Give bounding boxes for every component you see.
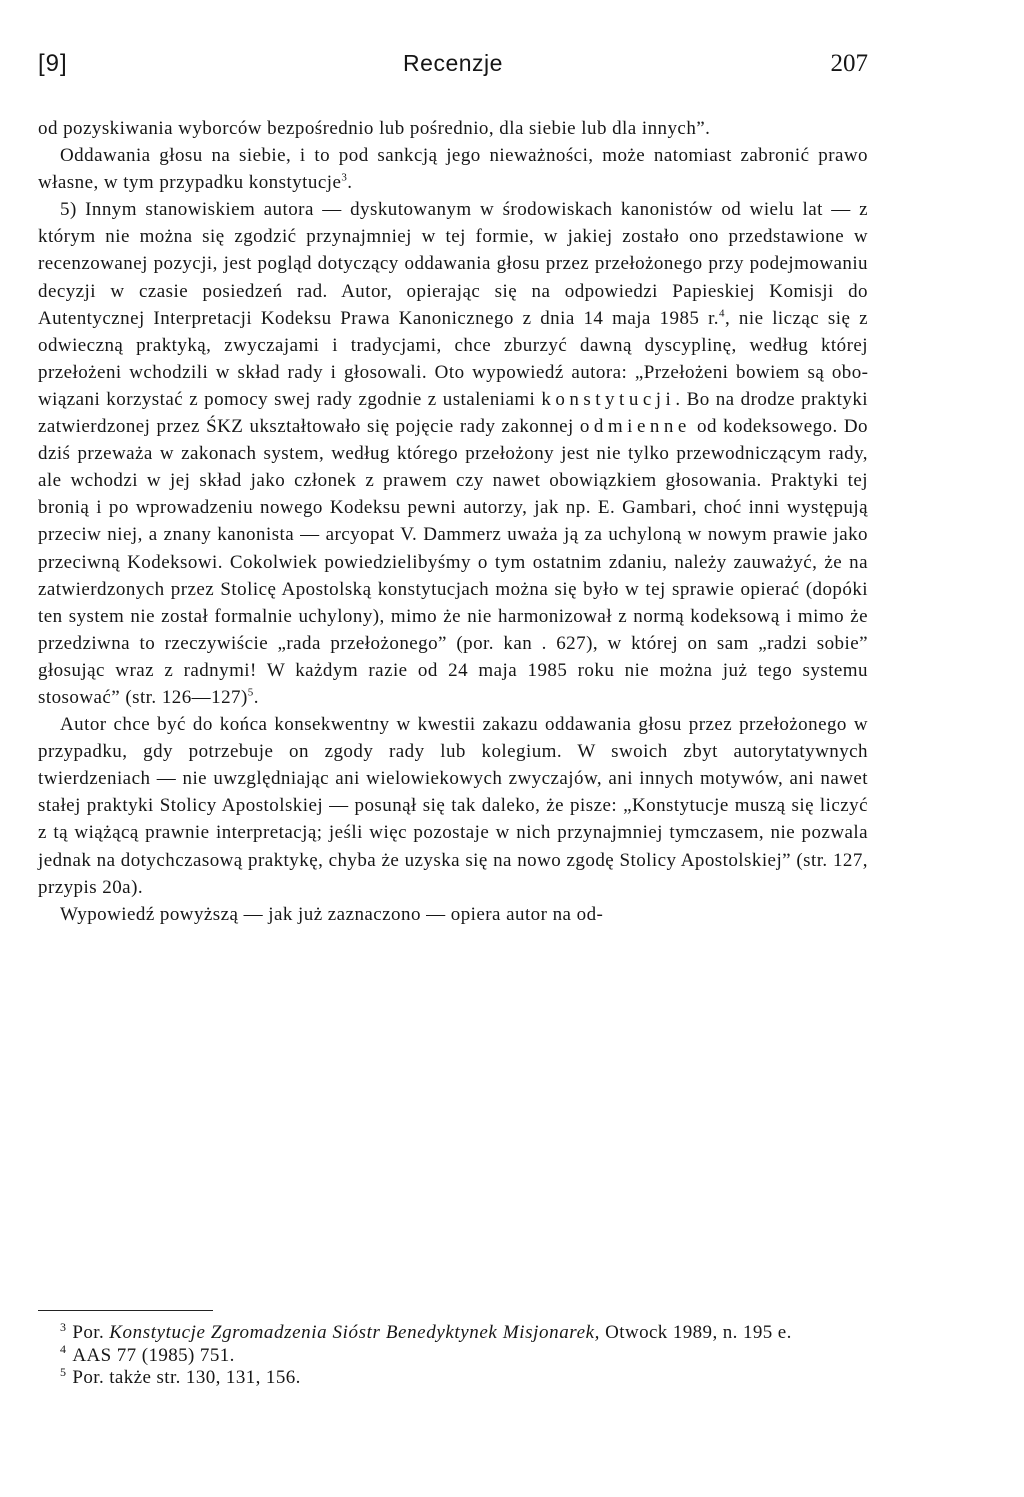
paragraph-3-part-c: . Bo na drodze praktyki zatwierdzonej przez ŚKZ ukształtowało się pojęcie rady zakonnej	[38, 388, 869, 438]
paragraph-5: Wypowiedź powyższą — jak już zaznaczono — opiera autor na od-	[60, 903, 604, 925]
footnote-number: 5	[60, 1364, 67, 1379]
running-title: Recenzje	[403, 50, 503, 76]
footnote-4	[38, 1342, 868, 1368]
emphasis-odmienne: odmienne	[579, 416, 691, 438]
footnote-number: 3	[60, 1319, 67, 1334]
footnote-title: Konstytucje Zgromadzenia Sióstr Benedyktynek Misjonarek,	[109, 1322, 600, 1343]
footnote-prefix: Por.	[72, 1322, 105, 1343]
footnote-ref-5: 5	[247, 686, 254, 699]
footnote-divider	[38, 1310, 213, 1311]
paragraph-3-part-a: 5) Innym stanowiskiem autora — dyskutowanym w środowiskach kanonistów od wielu lat — z którym nie można się zgodzić przynajmniej w tej formie, w jakiej zostało ono przedstawione w recenzowanej pozycji, jest pogląd dotyczący oddawania głosu przez przełożonego przy podejmowaniu decyzji w czasie posiedzeń rad. Autor, opierając się na odpowiedzi Papieskiej Komisji do Autentycznej Interpretacji Kodeksu Prawa Kanonicznego z dnia 14 maja 1985 r.	[38, 199, 868, 329]
paragraph-3-end: .	[253, 686, 259, 708]
footnotes	[38, 1319, 868, 1390]
running-header	[38, 50, 868, 90]
footnote-3	[38, 1319, 868, 1345]
paragraph-4: Autor chce być do końca konsekwentny w kwestii zakazu oddawania głosu przez przełożonego w przypadku, gdy potrzebuje on zgody rady lub kolegium. W swoich zbyt autorytatywnych twierdzeniach — nie uwzględniając ani wielowiekowych zwyczajów, ani innych motywów, ani nawet stałej praktyki Stolicy Apostolskiej — posunął się tak daleko, że pisze: „Konstytucje muszą się liczyć z tą wiążącą prawnie interpretacją; jeśli więc pozostaje w nich przynajmniej tymczasem, nie pozwala jednak na dotychczasową praktykę, chyba że uzyska się na nowo zgodę Stolicy Apostolskiej” (str. 127, przypis 20a).	[38, 714, 868, 898]
footnote-number: 4	[60, 1342, 67, 1357]
footnote-ref-4: 4	[719, 307, 725, 320]
footnote-5	[38, 1364, 868, 1390]
paragraph-2-end: .	[347, 172, 353, 194]
paragraph-2	[38, 142, 868, 196]
page-number: 207	[830, 50, 868, 77]
footnote-text: AAS 77 (1985) 751.	[72, 1344, 235, 1366]
footnote-ref-3: 3	[341, 171, 348, 184]
footnote-text: Por. także str. 130, 131, 156.	[72, 1367, 301, 1388]
page	[38, 0, 868, 1497]
paragraph-3-part-b: , nie licząc się z odwieczną praktyką, zwyczajami i tradycjami, chce zburzyć dawną dyscyplinę, według której przełożeni wchodzili w skład rady i głosowali. Oto wypowiedź autora: „Przełożeni bowiem są obowiązani korzystać z pomocy swej rady zgodnie z ustaleniami	[38, 307, 868, 410]
emphasis-konstytucji: konstytucji	[541, 388, 676, 410]
paragraph-2-text: Oddawania głosu na siebie, i to pod sankcją jego nieważności, może natomiast zabronić prawo własne, w tym przypadku konstytucje	[38, 145, 868, 194]
paragraph-3-part-d: od kodeksowego. Do dziś przeważa w zakonach system, według którego przełożony jest nie tylko przewodniczącym rady, ale wchodzi w jej skład jako członek z prawem czy nawet obowiązkiem głosowania. Praktyki tej bronią i po wprowadzeniu nowego Kodeksu pewni autorzy, jak np. E. Gambari, choć inni występują przeciw niej, a znany kanonista — arcyopat V. Dammerz uważa ją za uchyloną w nowym prawie jako przeciwną Kodeksowi. Cokolwiek powiedzielibyśmy o tym ostatnim zdaniu, należy zauważyć, że na zatwierdzonych przez Stolicę Apostolską konstytucjach można się było w tej sprawie opierać (dopóki ten system nie został formalnie uchylony), mimo że nie harmonizował z normą kodeksową i mimo że przedziwna to rzeczywiście „rada przełożonego” (por. kan . 627), w której on sam „radzi sobie” głosując wraz z radnymi! W każdym razie od 24 maja 1985 roku nie można już tego systemu stosować” (str. 126—127)	[38, 416, 868, 708]
body-text	[38, 115, 868, 928]
footnote-rest: Otwock 1989, n. 195 e.	[605, 1322, 792, 1343]
section-number: [9]	[38, 50, 68, 77]
paragraph-1: od pozyskiwania wyborców bezpośrednio lub pośrednio, dla siebie lub dla innych”.	[38, 118, 711, 139]
paragraph-3	[38, 196, 868, 711]
